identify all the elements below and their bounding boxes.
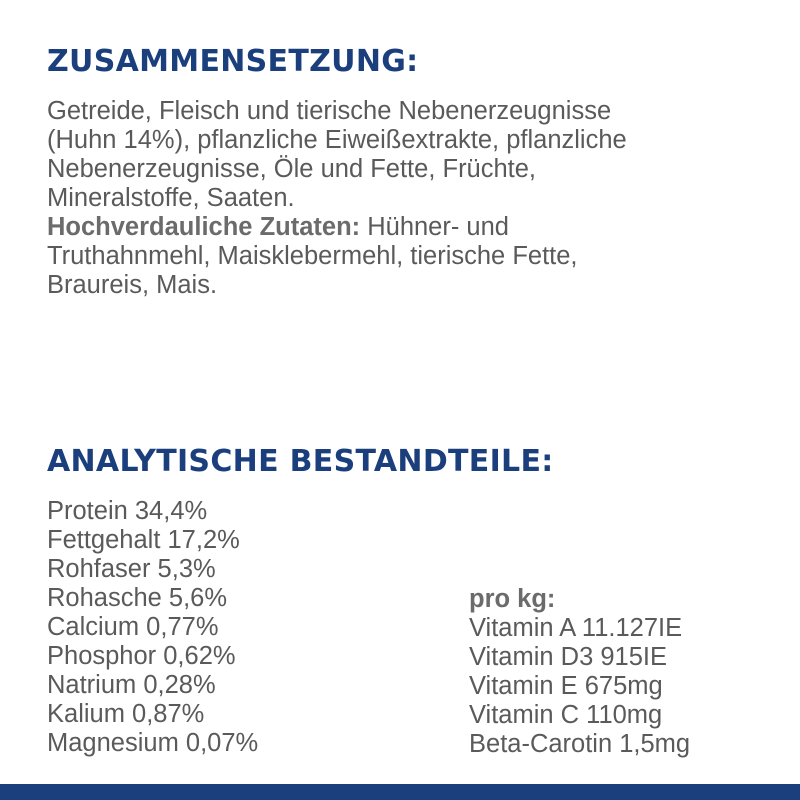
analytics-item: Rohfaser 5,3% [47,555,216,583]
highlight-label: Hochverdauliche Zutaten: [47,213,361,241]
analytics-item: Phosphor 0,62% [47,642,236,670]
vitamin-item: Beta-Carotin 1,5mg [469,730,691,758]
vitamin-item: Vitamin C 110mg [469,701,663,729]
composition-line: (Huhn 14%), pflanzliche Eiweißextrakte, pflanzliche [47,126,627,154]
composition-heading: ZUSAMMENSETZUNG: [47,44,419,79]
highlight-text: Hühner- und [360,213,509,241]
composition-line: Mineralstoffe, Saaten. [47,184,295,212]
analytics-list [47,497,258,758]
analytics-item: Magnesium 0,07% [47,729,259,757]
composition-line: Getreide, Fleisch und tierische Nebenerzeugnisse [47,97,612,125]
analytics-item: Natrium 0,28% [47,671,216,699]
vitamins-heading: pro kg: [469,585,556,613]
bottom-bar [0,784,800,800]
composition-text [47,97,767,300]
vitamin-item: Vitamin D3 915IE [469,643,667,671]
analytics-item: Protein 34,4% [47,497,208,525]
highlight-line: Truthahnmehl, Maisklebermehl, tierische Fette, [47,242,578,270]
highlight-line [47,213,767,242]
analytics-item: Kalium 0,87% [47,700,205,728]
composition-line: Nebenerzeugnisse, Öle und Fette, Früchte, [47,155,537,183]
vitamins-list [469,585,690,759]
analytics-item: Fettgehalt 17,2% [47,526,240,554]
analytics-heading: ANALYTISCHE BESTANDTEILE: [47,444,554,479]
analytics-item: Calcium 0,77% [47,613,219,641]
vitamin-item: Vitamin A 11.127IE [469,614,683,642]
vitamin-item: Vitamin E 675mg [469,672,663,700]
highlight-line: Braureis, Mais. [47,271,218,299]
analytics-item: Rohasche 5,6% [47,584,228,612]
